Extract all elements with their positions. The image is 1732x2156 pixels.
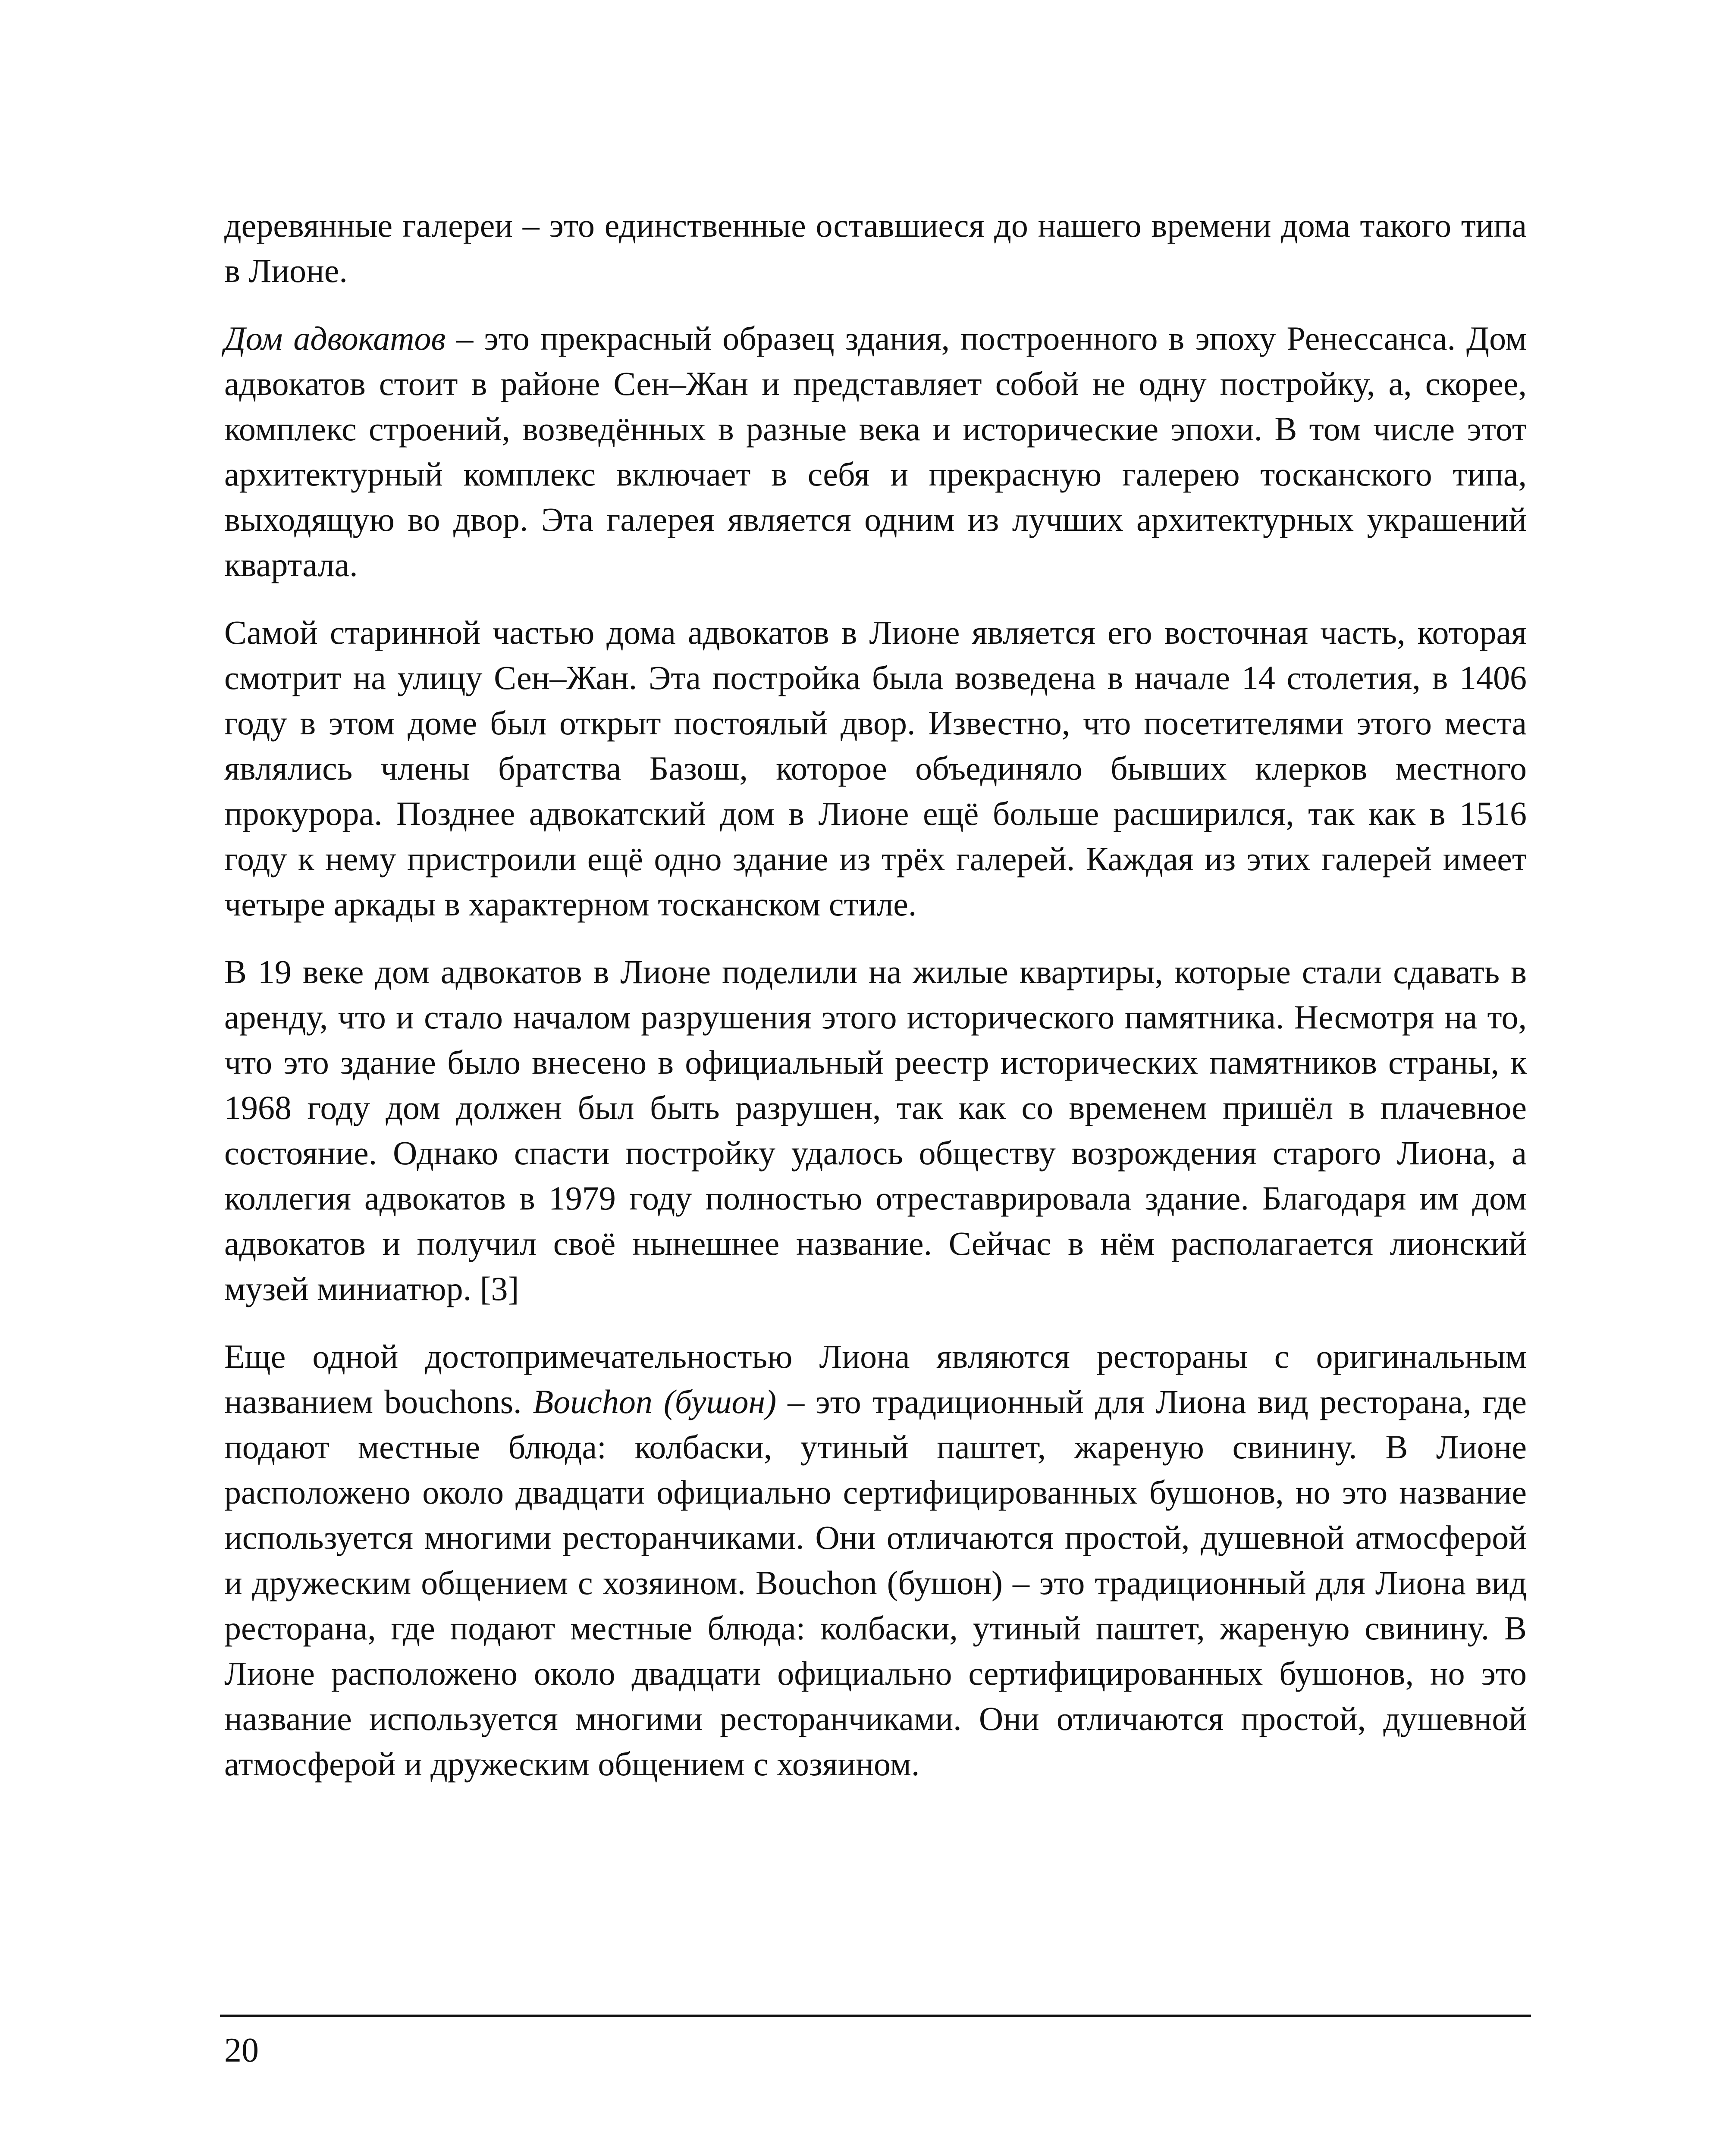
paragraph-3	[224, 610, 1527, 927]
paragraph-2-italic-term: Дом адвокатов	[224, 320, 446, 357]
paragraph-5	[224, 1334, 1527, 1786]
paragraph-2-text: – это прекрасный образец здания, построенного в эпоху Ренессанса. Дом адвокатов стоит в районе Сен–Жан и представляет собой не одну постройку, а, скорее, комплекс строений, возведённых в разные века и исторические эпохи. В том числе этот архитектурный комплекс включает в себя и прекрасную галерею тосканского типа, выходящую во двор. Эта галерея является одним из лучших архитектурных украшений квартала.	[224, 320, 1527, 583]
body-text	[224, 203, 1527, 1786]
paragraph-3-text: Самой старинной частью дома адвокатов в Лионе является его восточная часть, которая смотрит на улицу Сен–Жан. Эта постройка была возведена в начале 14 столетия, в 1406 году в этом доме был открыт постоялый двор. Известно, что посетителями этого места являлись члены братства Базош, которое объединяло бывших клерков местного прокурора. Позднее адвокатский дом в Лионе ещё больше расширился, так как в 1516 году к нему пристроили ещё одно здание из трёх галерей. Каждая из этих галерей имеет четыре аркады в характерном тосканском стиле.	[224, 614, 1527, 923]
paragraph-4	[224, 949, 1527, 1311]
paragraph-5-italic-term: Bouchon (бушон) –	[533, 1383, 805, 1420]
page-number: 20	[224, 2031, 259, 2069]
paragraph-1	[224, 203, 1527, 293]
footer-divider	[220, 2015, 1531, 2017]
paragraph-2	[224, 316, 1527, 587]
paragraph-1-text: деревянные галереи – это единственные оставшиеся до нашего времени дома такого типа в Лионе.	[224, 207, 1527, 289]
paragraph-5-text-before: Еще одной достопримечательностью Лиона являются рестораны с оригинальным названием bouchons.	[224, 1338, 1527, 1420]
paragraph-4-text: В 19 веке дом адвокатов в Лионе поделили на жилые квартиры, которые стали сдавать в аренду, что и стало началом разрушения этого исторического памятника. Несмотря на то, что это здание было внесено в официальный реестр исторических памятников страны, к 1968 году дом должен был быть разрушен, так как со временем пришёл в плачевное состояние. Однако спасти постройку удалось обществу возрождения старого Лиона, а коллегия адвокатов в 1979 году полностью отреставрировала здание. Благодаря им дом адвокатов и получил своё нынешнее название. Сейчас в нём располагается лионский музей миниатюр. [3]	[224, 953, 1527, 1307]
paragraph-5-text-after: это традиционный для Лиона вид ресторана, где подают местные блюда: колбаски, утиный паштет, жареную свинину. В Лионе расположено около двадцати официально сертифицированных бушонов, но это название используется многими ресторанчиками. Они отличаются простой, душевной атмосферой и дружеским общением с хозяином. Bouchon (бушон) – это традиционный для Лиона вид ресторана, где подают местные блюда: колбаски, утиный паштет, жареную свинину. В Лионе расположено около двадцати официально сертифицированных бушонов, но это название используется многими ресторанчиками. Они отличаются простой, душевной атмосферой и дружеским общением с хозяином.	[224, 1383, 1527, 1783]
